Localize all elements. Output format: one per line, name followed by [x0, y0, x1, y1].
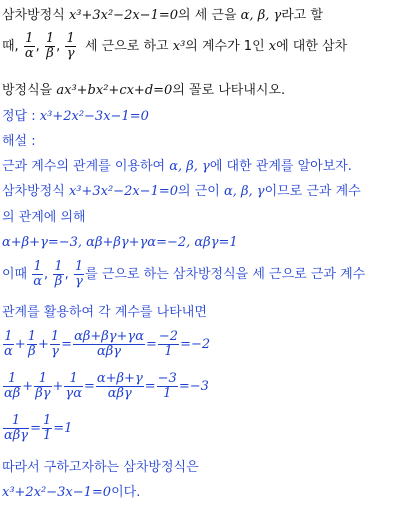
general-cubic-form: ax³+bx²+cx+d=0 [56, 83, 173, 98]
problem-text: 때, [2, 39, 19, 54]
solution-text: 이므로 근과 계수 [264, 184, 361, 199]
fraction-denominator: αβγ [107, 386, 132, 401]
equation-result: =1 [53, 421, 73, 436]
roots-text: α, β, γ [169, 159, 210, 174]
fraction-one-over-beta [53, 260, 63, 289]
solution-line-6: 관계를 활용하여 각 계수를 나타내면 [2, 305, 207, 320]
fraction-numerator: −2 [158, 329, 179, 344]
fraction-numerator: 1 [50, 329, 60, 344]
fraction-value [42, 414, 52, 443]
fraction-numerator: α+β+γ [96, 371, 143, 386]
fraction-vieta [73, 330, 145, 359]
solution-text: 를 근으로 하는 삼차방정식을 세 근으로 근과 계수 [85, 267, 366, 282]
fraction-vieta [96, 372, 144, 401]
fraction-denominator: 1 [164, 344, 173, 359]
fraction-numerator: 1 [74, 259, 84, 274]
conclusion-line-1: 따라서 구하고자하는 삼차방정식은 [2, 460, 199, 475]
solution-text: 근과 계수의 관계를 이용하여 [2, 159, 166, 174]
fraction-numerator: 1 [64, 372, 83, 387]
fraction-denominator: β [46, 46, 54, 61]
fraction-denominator: α [4, 344, 13, 359]
fraction-value [158, 330, 179, 359]
fraction-denominator: γ [75, 274, 83, 289]
vieta-relations: α+β+γ=−3, αβ+βγ+γα=−2, αβγ=1 [2, 235, 238, 250]
fraction-one-over-product [3, 414, 29, 443]
fraction-denominator: αβγ [4, 428, 29, 443]
sum-of-pair-reciprocals-equation: $\frac{1}{\alpha\beta}$ + $\frac{1}{\beta\gamma}$ + $\frac{1}{\gamma\alpha}$ = $\frac{\alpha+\beta+\gamma}{\text{αβγ}}$ = $\frac{-3}{1}$ =−3 [4, 371, 209, 401]
answer-equation: x³+2x²−3x−1=0 [39, 109, 149, 124]
fraction-one-over-alpha [24, 32, 35, 61]
solution-line-5: 이때 $\frac{1}{\alpha}$ , $\frac{1}{\beta}$ , $\frac{1}{\gamma}$ 를 근으로 하는 삼차방정식을 세 근으로 근과 계수 [2, 259, 366, 289]
fraction-numerator: 1 [33, 259, 42, 274]
problem-text: 세 근으로 하고 [84, 39, 169, 54]
cubic-equation: x³+3x²−2x−1=0 [68, 8, 179, 23]
answer-label: 정답 : [2, 109, 36, 124]
fraction-numerator: 1 [54, 259, 63, 274]
problem-text: 에 대한 삼차 [276, 39, 348, 54]
answer-line [2, 110, 149, 123]
fraction-denominator: αβγ [96, 344, 122, 359]
problem-text: 삼차방정식 [2, 8, 65, 23]
fraction-denominator: 1 [42, 428, 52, 443]
solution-text: 삼차방정식 [2, 184, 65, 199]
problem-text: 방정식을 [2, 83, 53, 98]
fraction-denominator: βγ [35, 386, 51, 401]
product-of-reciprocals-equation: $\frac{1}{\text{αβγ}}$ = $\frac{1}{1}$ =1 [4, 413, 73, 443]
solution-line-2 [2, 185, 361, 198]
fraction-numerator: 1 [3, 414, 29, 429]
fraction-one-over-gamma [50, 330, 60, 359]
variable-x: x [268, 39, 277, 54]
problem-text: 의 꼴로 나타내시오. [172, 83, 286, 98]
fraction-one-over-gamma [65, 32, 75, 61]
solution-text: 이다. [111, 485, 141, 500]
fraction-numerator: 1 [4, 329, 13, 344]
conclusion-line-2 [2, 486, 140, 499]
fraction-denominator: γα [65, 386, 82, 401]
roots-text: α, β, γ [240, 8, 282, 23]
fraction-denominator: α [33, 274, 43, 289]
fraction-one-over-beta-gamma [34, 372, 51, 401]
problem-line-3 [2, 84, 285, 97]
fraction-numerator: αβ+βγ+γα [74, 329, 144, 344]
equation-result: =−2 [180, 337, 211, 352]
solution-text: 에 대한 관계를 알아보자. [209, 159, 352, 174]
solution-line-3: 의 관계에 의해 [2, 210, 86, 225]
fraction-numerator: 1 [42, 413, 52, 428]
fraction-one-over-beta [45, 32, 55, 61]
fraction-denominator: β [28, 344, 36, 359]
equation-result: =−3 [178, 379, 209, 394]
fraction-one-over-gamma-alpha [64, 372, 83, 401]
cubic-equation: x³+3x²−2x−1=0 [68, 184, 179, 199]
fraction-numerator: 1 [3, 372, 21, 387]
fraction-numerator: −3 [157, 371, 177, 386]
problem-text: 의 세 근을 [178, 8, 237, 23]
final-equation: x³+2x²−3x−1=0 [2, 485, 112, 500]
problem-text: 라고 할 [281, 8, 324, 23]
problem-line-1 [2, 9, 323, 22]
fraction-value [157, 372, 178, 401]
fraction-denominator: γ [51, 344, 59, 359]
solution-line-1 [2, 160, 352, 173]
problem-line-2: 때, $\frac{1}{\alpha}$ , $\frac{1}{\beta}$ , $\frac{1}{\gamma}$ 세 근으로 하고 x³의 계수가 1인 x에 대한 삼차 [2, 31, 348, 61]
fraction-one-over-gamma [74, 260, 84, 289]
hint-label: 해설 : [2, 134, 36, 149]
fraction-numerator: 1 [25, 31, 34, 46]
fraction-denominator: γ [66, 46, 75, 61]
fraction-numerator: 1 [27, 329, 36, 344]
fraction-one-over-alpha-beta [3, 372, 21, 401]
solution-text: 이때 [2, 267, 28, 282]
fraction-denominator: αβ [4, 386, 21, 401]
problem-text: 의 계수가 1인 [185, 39, 265, 54]
fraction-denominator: 1 [163, 386, 172, 401]
fraction-denominator: β [54, 274, 63, 289]
fraction-one-over-alpha [32, 260, 43, 289]
sum-of-reciprocals-equation: $\frac{1}{\alpha}$ + $\frac{1}{\beta}$ + $\frac{1}{\gamma}$ = $\frac{\alpha\beta+\beta\gamma+\gamma\alpha}{\text{αβγ}}$ = $\frac{-2}{1}$ =−2 [4, 329, 211, 359]
fraction-numerator: 1 [45, 31, 55, 46]
solution-text: 의 근이 [178, 184, 220, 199]
fraction-one-over-alpha [3, 330, 14, 359]
fraction-numerator: 1 [34, 372, 51, 387]
fraction-one-over-beta [27, 330, 37, 359]
x-cubed: x³ [172, 39, 186, 54]
roots-text: α, β, γ [223, 184, 265, 199]
fraction-denominator: α [24, 46, 34, 61]
fraction-numerator: 1 [66, 31, 75, 46]
